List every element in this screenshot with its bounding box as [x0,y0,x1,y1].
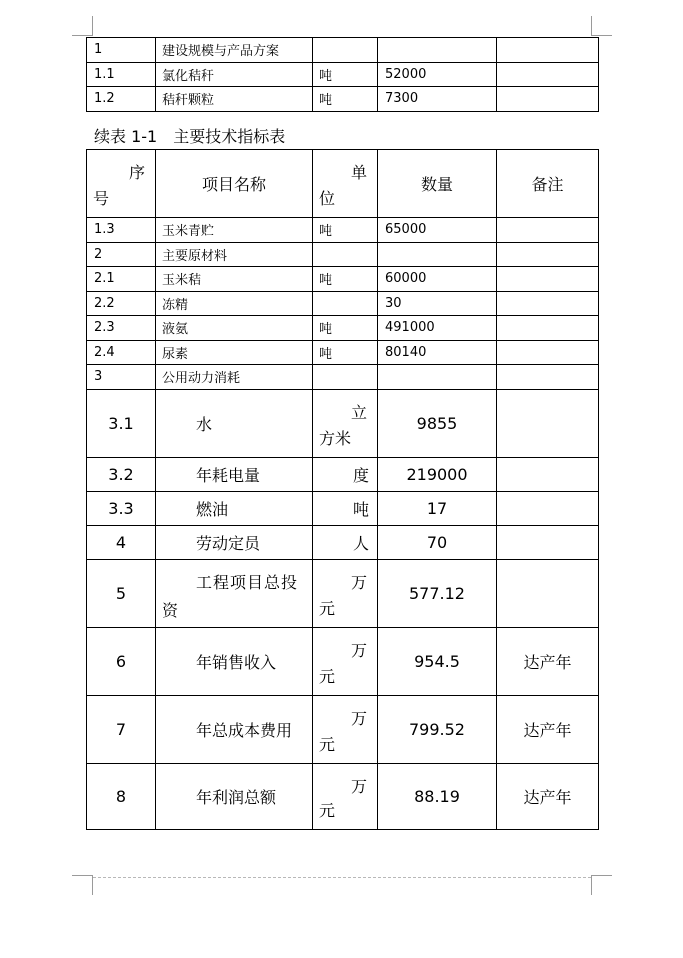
header-unit [313,150,378,218]
table-row [87,62,599,87]
row-item-name: 主要原材料 [156,242,313,267]
header-no [87,150,156,218]
table-row [87,491,599,525]
row-number: 3.3 [87,491,156,525]
table-caption: 续表 1-1 主要技术指标表 [94,127,286,146]
row-number: 2.1 [87,267,156,292]
row-item-name: 年利润总额 [156,763,313,829]
row-item-name: 年总成本费用 [156,695,313,763]
row-unit [313,291,378,316]
row-unit-bottom: 元 [319,598,336,618]
row-quantity: 52000 [378,62,497,87]
row-number: 4 [87,525,156,559]
row-remark [497,242,599,267]
row-quantity: 219000 [378,457,497,491]
row-unit-bottom: 方米 [319,428,352,448]
row-unit: 人 [313,525,378,559]
row-number: 1.2 [87,87,156,112]
row-quantity: 954.5 [378,627,497,695]
row-unit: 吨 [313,491,378,525]
row-remark [497,87,599,112]
row-item-name: 氯化秸秆 [156,62,313,87]
row-remark [497,491,599,525]
row-remark [497,62,599,87]
row-number: 2.3 [87,316,156,341]
row-item-name: 年销售收入 [156,627,313,695]
row-quantity: 80140 [378,340,497,365]
row-number: 6 [87,627,156,695]
row-remark [497,267,599,292]
row-quantity: 9855 [378,389,497,457]
table-row [87,627,599,695]
row-number: 7 [87,695,156,763]
row-number: 1 [87,38,156,63]
row-item-name: 冻精 [156,291,313,316]
header-no-bottom: 号 [93,189,110,208]
row-number: 3 [87,365,156,390]
row-item-name: 年耗电量 [156,457,313,491]
row-unit: 度 [313,457,378,491]
row-item-name: 液氨 [156,316,313,341]
row-item-name: 尿素 [156,340,313,365]
header-remark: 备注 [497,150,599,218]
table-row [87,291,599,316]
table-row [87,763,599,829]
header-qty: 数量 [378,150,497,218]
row-number: 3.2 [87,457,156,491]
row-remark [497,365,599,390]
page-break-line [93,877,591,879]
row-number: 1.1 [87,62,156,87]
row-unit: 吨 [313,62,378,87]
row-number: 3.1 [87,389,156,457]
row-number: 2 [87,242,156,267]
table-row [87,267,599,292]
row-item-name: 劳动定员 [156,525,313,559]
row-unit-top: 万 [350,776,367,796]
row-unit: 吨 [313,316,378,341]
row-quantity: 88.19 [378,763,497,829]
table-row [87,695,599,763]
row-item-name [156,559,313,627]
header-unit-bottom: 位 [319,189,336,208]
row-item-name: 燃油 [156,491,313,525]
row-quantity: 60000 [378,267,497,292]
table-row [87,559,599,627]
row-item-name: 玉米秸 [156,267,313,292]
table-row [87,38,599,63]
row-remark [497,457,599,491]
row-remark: 达产年 [497,763,599,829]
row-remark [497,389,599,457]
row-unit [313,763,378,829]
row-unit-bottom: 元 [319,800,336,820]
row-quantity: 577.12 [378,559,497,627]
row-remark [497,291,599,316]
main-table [86,149,599,830]
crop-mark-top-left-h [72,35,92,36]
row-quantity: 7300 [378,87,497,112]
row-remark: 达产年 [497,627,599,695]
row-number: 8 [87,763,156,829]
table-top [86,37,599,112]
row-unit [313,559,378,627]
row-item-name: 建设规模与产品方案 [156,38,313,63]
row-unit [313,695,378,763]
row-unit: 吨 [313,87,378,112]
header-unit-top: 单 [350,163,367,182]
table-row [87,218,599,243]
table-row [87,87,599,112]
row-unit [313,242,378,267]
header-name: 项目名称 [156,150,313,218]
row-unit-bottom: 元 [319,734,336,754]
table-row [87,525,599,559]
row-item-name: 水 [156,389,313,457]
row-item-name: 秸秆颗粒 [156,87,313,112]
row-item-name: 玉米青贮 [156,218,313,243]
row-remark [497,525,599,559]
row-unit [313,365,378,390]
row-item-name-bottom: 资 [162,600,179,620]
row-unit: 吨 [313,267,378,292]
crop-mark-bottom-right-h [592,875,612,876]
crop-mark-bottom-left-h [72,875,92,876]
row-quantity: 799.52 [378,695,497,763]
row-remark [497,218,599,243]
row-quantity: 30 [378,291,497,316]
row-unit-top: 万 [350,640,367,660]
header-no-top: 序 [128,163,145,182]
row-number: 1.3 [87,218,156,243]
row-remark [497,559,599,627]
table-row [87,340,599,365]
row-unit-top: 万 [350,572,367,592]
table-row [87,389,599,457]
row-number: 2.2 [87,291,156,316]
crop-mark-top-right [591,16,592,36]
row-quantity: 65000 [378,218,497,243]
row-quantity: 17 [378,491,497,525]
table-row [87,242,599,267]
row-unit-top: 万 [350,708,367,728]
row-remark [497,316,599,341]
row-quantity: 491000 [378,316,497,341]
row-unit: 吨 [313,218,378,243]
row-number: 2.4 [87,340,156,365]
row-unit-bottom: 元 [319,666,336,686]
row-number: 5 [87,559,156,627]
row-unit: 吨 [313,340,378,365]
row-unit [313,627,378,695]
crop-mark-bottom-right [591,875,592,895]
row-quantity [378,38,497,63]
table-row [87,316,599,341]
table-row [87,365,599,390]
table-row [87,457,599,491]
header-row [87,150,599,218]
row-unit-top: 立 [350,402,367,422]
row-remark [497,38,599,63]
row-item-name: 公用动力消耗 [156,365,313,390]
row-remark: 达产年 [497,695,599,763]
row-unit [313,38,378,63]
row-item-name-top: 工程项目总投 [196,572,299,592]
row-quantity [378,242,497,267]
crop-mark-top-left [92,16,93,36]
row-remark [497,340,599,365]
crop-mark-top-right-h [592,35,612,36]
row-quantity: 70 [378,525,497,559]
row-quantity [378,365,497,390]
row-unit [313,389,378,457]
